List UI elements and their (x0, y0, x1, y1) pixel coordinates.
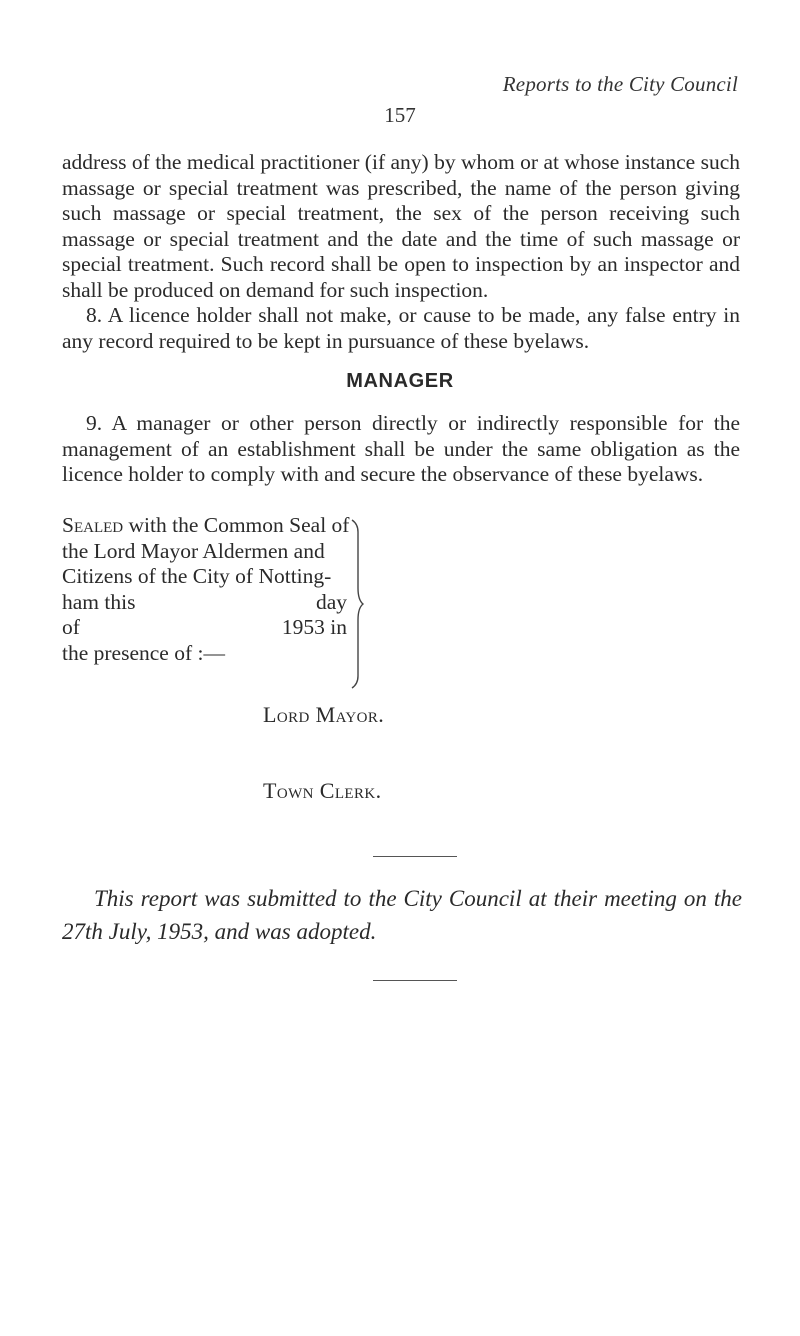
sealing-line-2-text: the Lord Mayor Aldermen and (62, 538, 325, 563)
paragraph-record-details: address of the medical practitioner (if any) by whom or at whose instance such massage or special treatment was prescribed, the name of the person giving such massage or special treatment, the sex of the person receiving such massage or special treatment and the date and the time of such massage or special treatment. Such record shall be open to inspection by an inspector and shall be produced on demand for such inspection. (62, 150, 740, 302)
sealing-line-4 (62, 590, 347, 616)
sealing-line-6 (62, 641, 347, 667)
horizontal-rule-bottom (373, 980, 457, 981)
right-brace-icon (350, 518, 366, 690)
sealing-line-2 (62, 539, 347, 565)
closing-note: This report was submitted to the City Council at their meeting on the 27th July, 1953, and was adopted. (62, 886, 742, 944)
section-heading-manager: MANAGER (346, 370, 454, 392)
paragraph-false-entry: 8. A licence holder shall not make, or cause to be made, any false entry in any record required to be kept in pursuance of these byelaws. (62, 303, 740, 353)
page-number: 157 (384, 103, 416, 127)
sealing-line-5-left: of (62, 615, 80, 639)
sealed-word: Sealed (62, 513, 124, 537)
running-head: Reports to the City Council (502, 72, 738, 96)
sealing-line-1 (62, 513, 350, 539)
sealing-clause (62, 513, 362, 666)
sealing-line-5 (62, 615, 347, 641)
paragraph-manager-obligation: 9. A manager or other person directly or indirectly responsible for the management of an establishment shall be under the same obligation as the licence holder to comply with and secure the observance of these byelaws. (62, 411, 740, 486)
sealing-line-3 (62, 564, 347, 590)
signatory-town-clerk: Town Clerk. (263, 778, 382, 803)
horizontal-rule-top (373, 856, 457, 857)
sealing-line-3-text: Citizens of the City of Notting- (62, 564, 332, 588)
sealing-line-6-text: the presence of :— (62, 640, 225, 665)
sealing-line-1-text: with the Common Seal of (123, 513, 350, 537)
signatory-lord-mayor: Lord Mayor. (263, 702, 385, 727)
sealing-line-4-left: ham this (62, 589, 136, 614)
sealing-line-4-right: day (315, 589, 347, 614)
sealing-line-5-right: 1953 in (281, 615, 347, 639)
